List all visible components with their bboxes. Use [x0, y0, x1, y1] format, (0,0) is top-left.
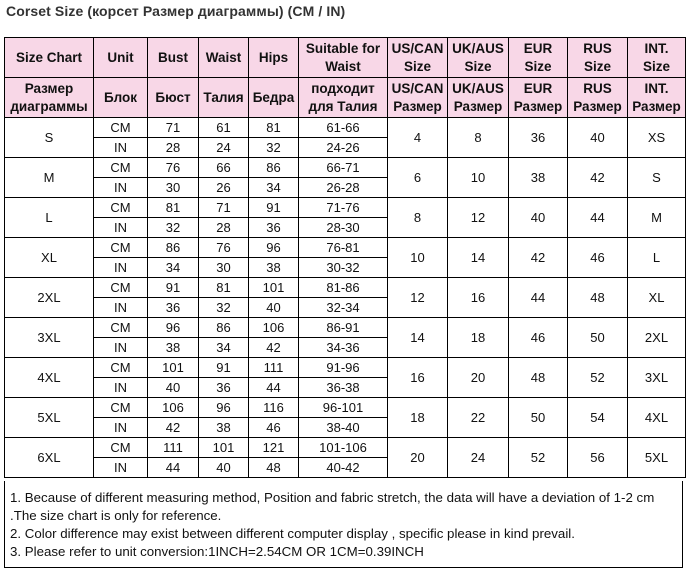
header-ru-rus [568, 78, 628, 118]
header-int-size [628, 38, 686, 78]
suitable-waist-cell: 26-28 [299, 178, 388, 198]
bust-cell: 36 [148, 298, 199, 318]
eur-size-cell: 50 [509, 398, 568, 438]
uk-aus-size-cell: 12 [448, 198, 509, 238]
unit-cell: CM [94, 398, 148, 418]
size-row-cm [5, 398, 686, 418]
hips-cell: 116 [249, 398, 299, 418]
eur-size-cell: 44 [509, 278, 568, 318]
bust-cell: 96 [148, 318, 199, 338]
waist-cell: 101 [199, 438, 249, 458]
int-size-cell: 3XL [628, 358, 686, 398]
rus-size-cell: 48 [568, 278, 628, 318]
hips-cell: 48 [249, 458, 299, 478]
header-us-can-line2: Size [403, 58, 431, 74]
size-label: 2XL [5, 278, 94, 318]
size-chart-body [5, 38, 686, 478]
rus-size-cell: 46 [568, 238, 628, 278]
hips-cell: 106 [249, 318, 299, 338]
header-ru-size-line1: Размер [24, 80, 74, 96]
note-1: 1. Because of different measuring method, Position and fabric stretch, the data will have a deviation of 1-2 cm .The size chart is only for reference. [10, 490, 655, 523]
header-ru-rus-line1: RUS [583, 80, 612, 96]
eur-size-cell: 40 [509, 198, 568, 238]
header-rus-size [568, 38, 628, 78]
int-size-cell: L [628, 238, 686, 278]
bust-cell: 101 [148, 358, 199, 378]
waist-cell: 32 [199, 298, 249, 318]
suitable-waist-cell: 91-96 [299, 358, 388, 378]
unit-cell: IN [94, 458, 148, 478]
header-unit: Unit [94, 38, 148, 78]
size-chart-table [4, 37, 686, 478]
bust-cell: 106 [148, 398, 199, 418]
waist-cell: 38 [199, 418, 249, 438]
header-ru-uk-aus [448, 78, 509, 118]
suitable-waist-cell: 76-81 [299, 238, 388, 258]
hips-cell: 111 [249, 358, 299, 378]
hips-cell: 34 [249, 178, 299, 198]
rus-size-cell: 40 [568, 118, 628, 158]
uk-aus-size-cell: 18 [448, 318, 509, 358]
header-suitable-line1: Suitable for [305, 40, 381, 56]
unit-cell: IN [94, 418, 148, 438]
hips-cell: 101 [249, 278, 299, 298]
int-size-cell: 4XL [628, 398, 686, 438]
bust-cell: 111 [148, 438, 199, 458]
bust-cell: 86 [148, 238, 199, 258]
size-row-cm [5, 438, 686, 458]
header-ru-unit: Блок [94, 78, 148, 118]
header-ru-int [628, 78, 686, 118]
header-ru-suitable [299, 78, 388, 118]
unit-cell: CM [94, 238, 148, 258]
unit-cell: IN [94, 178, 148, 198]
header-uk-aus-line1: UK/AUS [452, 40, 504, 56]
page-title: Corset Size (корсет Размер диаграммы) (CM / IN) [6, 3, 346, 19]
int-size-cell: 2XL [628, 318, 686, 358]
suitable-waist-cell: 101-106 [299, 438, 388, 458]
eur-size-cell: 38 [509, 158, 568, 198]
suitable-waist-cell: 24-26 [299, 138, 388, 158]
hips-cell: 81 [249, 118, 299, 138]
header-ru-hips: Бедра [249, 78, 299, 118]
waist-cell: 30 [199, 258, 249, 278]
header-row-russian [5, 78, 686, 118]
header-size-chart: Size Chart [5, 38, 94, 78]
header-int-line2: Size [642, 58, 670, 74]
hips-cell: 121 [249, 438, 299, 458]
size-label: XL [5, 238, 94, 278]
note-2: 2. Color difference may exist between different computer display , specific please in kind prevail. [10, 526, 575, 541]
unit-cell: CM [94, 118, 148, 138]
eur-size-cell: 48 [509, 358, 568, 398]
us-can-size-cell: 10 [388, 238, 448, 278]
header-us-can-size [388, 38, 448, 78]
rus-size-cell: 50 [568, 318, 628, 358]
size-label: M [5, 158, 94, 198]
header-bust: Bust [148, 38, 199, 78]
suitable-waist-cell: 61-66 [299, 118, 388, 138]
unit-cell: IN [94, 298, 148, 318]
bust-cell: 76 [148, 158, 199, 178]
waist-cell: 28 [199, 218, 249, 238]
int-size-cell: 5XL [628, 438, 686, 478]
us-can-size-cell: 20 [388, 438, 448, 478]
header-ru-size-chart [5, 78, 94, 118]
bust-cell: 32 [148, 218, 199, 238]
bust-cell: 91 [148, 278, 199, 298]
us-can-size-cell: 12 [388, 278, 448, 318]
waist-cell: 86 [199, 318, 249, 338]
rus-size-cell: 42 [568, 158, 628, 198]
hips-cell: 46 [249, 418, 299, 438]
waist-cell: 76 [199, 238, 249, 258]
hips-cell: 42 [249, 338, 299, 358]
uk-aus-size-cell: 20 [448, 358, 509, 398]
suitable-waist-cell: 66-71 [299, 158, 388, 178]
header-ru-eur-line2: Размер [513, 98, 563, 114]
bust-cell: 38 [148, 338, 199, 358]
hips-cell: 44 [249, 378, 299, 398]
rus-size-cell: 52 [568, 358, 628, 398]
header-ru-int-line2: Размер [632, 98, 681, 114]
size-label: 3XL [5, 318, 94, 358]
hips-cell: 96 [249, 238, 299, 258]
header-ru-suitable-line2: для Талия [308, 98, 378, 114]
uk-aus-size-cell: 24 [448, 438, 509, 478]
unit-cell: IN [94, 258, 148, 278]
size-row-cm [5, 118, 686, 138]
bust-cell: 30 [148, 178, 199, 198]
waist-cell: 36 [199, 378, 249, 398]
header-uk-aus-size [448, 38, 509, 78]
waist-cell: 40 [199, 458, 249, 478]
bust-cell: 34 [148, 258, 199, 278]
size-label: S [5, 118, 94, 158]
unit-cell: IN [94, 338, 148, 358]
size-row-cm [5, 278, 686, 298]
int-size-cell: M [628, 198, 686, 238]
suitable-waist-cell: 36-38 [299, 378, 388, 398]
uk-aus-size-cell: 8 [448, 118, 509, 158]
waist-cell: 34 [199, 338, 249, 358]
suitable-waist-cell: 71-76 [299, 198, 388, 218]
us-can-size-cell: 16 [388, 358, 448, 398]
header-us-can-line1: US/CAN [391, 40, 444, 56]
unit-cell: IN [94, 138, 148, 158]
suitable-waist-cell: 81-86 [299, 278, 388, 298]
int-size-cell: XL [628, 278, 686, 318]
suitable-waist-cell: 38-40 [299, 418, 388, 438]
bust-cell: 40 [148, 378, 199, 398]
header-rus-line2: Size [583, 58, 611, 74]
rus-size-cell: 44 [568, 198, 628, 238]
header-ru-us-can-line1: US/CAN [391, 80, 444, 96]
header-ru-us-can-line2: Размер [393, 98, 442, 114]
size-row-cm [5, 238, 686, 258]
unit-cell: CM [94, 198, 148, 218]
bust-cell: 81 [148, 198, 199, 218]
unit-cell: IN [94, 378, 148, 398]
unit-cell: CM [94, 278, 148, 298]
header-eur-line1: EUR [523, 40, 553, 56]
waist-cell: 71 [199, 198, 249, 218]
unit-cell: CM [94, 318, 148, 338]
header-ru-uk-aus-line2: Размер [453, 98, 503, 114]
hips-cell: 36 [249, 218, 299, 238]
unit-cell: CM [94, 158, 148, 178]
header-int-line1: INT. [644, 40, 669, 56]
eur-size-cell: 42 [509, 238, 568, 278]
note-3: 3. Please refer to unit conversion:1INCH=2.54CM OR 1CM=0.39INCH [10, 544, 424, 559]
uk-aus-size-cell: 16 [448, 278, 509, 318]
waist-cell: 24 [199, 138, 249, 158]
bust-cell: 71 [148, 118, 199, 138]
bust-cell: 42 [148, 418, 199, 438]
eur-size-cell: 52 [509, 438, 568, 478]
header-ru-eur [509, 78, 568, 118]
suitable-waist-cell: 32-34 [299, 298, 388, 318]
header-ru-suitable-line1: подходит [311, 80, 375, 96]
size-label: 5XL [5, 398, 94, 438]
waist-cell: 61 [199, 118, 249, 138]
eur-size-cell: 36 [509, 118, 568, 158]
header-hips: Hips [249, 38, 299, 78]
suitable-waist-cell: 86-91 [299, 318, 388, 338]
waist-cell: 26 [199, 178, 249, 198]
size-label: 6XL [5, 438, 94, 478]
us-can-size-cell: 4 [388, 118, 448, 158]
header-rus-line1: RUS [583, 40, 612, 56]
suitable-waist-cell: 40-42 [299, 458, 388, 478]
suitable-waist-cell: 96-101 [299, 398, 388, 418]
us-can-size-cell: 18 [388, 398, 448, 438]
uk-aus-size-cell: 10 [448, 158, 509, 198]
header-uk-aus-line2: Size [464, 58, 492, 74]
us-can-size-cell: 8 [388, 198, 448, 238]
size-label: 4XL [5, 358, 94, 398]
size-row-cm [5, 358, 686, 378]
header-ru-bust: Бюст [148, 78, 199, 118]
hips-cell: 32 [249, 138, 299, 158]
header-ru-size-line2: диаграммы [10, 98, 88, 114]
header-eur-size [509, 38, 568, 78]
unit-cell: CM [94, 358, 148, 378]
bust-cell: 28 [148, 138, 199, 158]
header-ru-eur-line1: EUR [523, 80, 553, 96]
rus-size-cell: 56 [568, 438, 628, 478]
waist-cell: 96 [199, 398, 249, 418]
unit-cell: IN [94, 218, 148, 238]
hips-cell: 40 [249, 298, 299, 318]
header-ru-waist: Талия [199, 78, 249, 118]
header-ru-us-can [388, 78, 448, 118]
hips-cell: 38 [249, 258, 299, 278]
hips-cell: 86 [249, 158, 299, 178]
suitable-waist-cell: 28-30 [299, 218, 388, 238]
size-row-cm [5, 158, 686, 178]
us-can-size-cell: 6 [388, 158, 448, 198]
rus-size-cell: 54 [568, 398, 628, 438]
us-can-size-cell: 14 [388, 318, 448, 358]
waist-cell: 81 [199, 278, 249, 298]
uk-aus-size-cell: 22 [448, 398, 509, 438]
bust-cell: 44 [148, 458, 199, 478]
header-eur-line2: Size [524, 58, 552, 74]
int-size-cell: XS [628, 118, 686, 158]
int-size-cell: S [628, 158, 686, 198]
hips-cell: 91 [249, 198, 299, 218]
header-suitable-line2: Waist [325, 58, 361, 74]
header-ru-uk-aus-line1: UK/AUS [452, 80, 504, 96]
header-row-english [5, 38, 686, 78]
unit-cell: CM [94, 438, 148, 458]
size-row-cm [5, 198, 686, 218]
header-ru-int-line1: INT. [644, 80, 669, 96]
suitable-waist-cell: 30-32 [299, 258, 388, 278]
suitable-waist-cell: 34-36 [299, 338, 388, 358]
notes-box [4, 481, 683, 568]
header-ru-rus-line2: Размер [573, 98, 622, 114]
eur-size-cell: 46 [509, 318, 568, 358]
uk-aus-size-cell: 14 [448, 238, 509, 278]
size-label: L [5, 198, 94, 238]
waist-cell: 91 [199, 358, 249, 378]
header-suitable-for-waist [299, 38, 388, 78]
header-waist: Waist [199, 38, 249, 78]
waist-cell: 66 [199, 158, 249, 178]
size-row-cm [5, 318, 686, 338]
